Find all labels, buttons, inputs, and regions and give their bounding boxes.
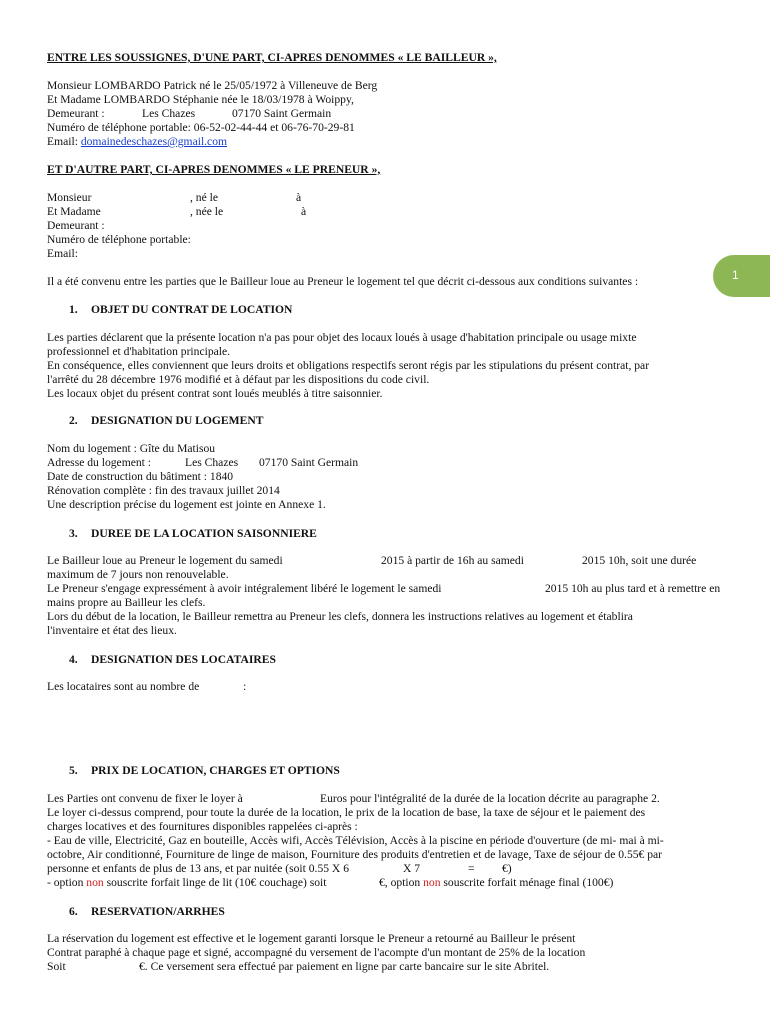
prix-line6a: personne et enfants de plus de 13 ans, et par nuitée (soit 0.55 X 6 (47, 862, 350, 875)
preneur-ne-le: , né le (190, 191, 219, 204)
duree-line3b: 2015 10h au plus tard et à remettre en (545, 582, 721, 595)
section-2-heading (69, 414, 263, 428)
duree-line4: mains propre au Bailleur les clefs. (47, 596, 206, 609)
page-number-badge (713, 255, 770, 297)
bailleur-heading: ENTRE LES SOUSSIGNES, D'UNE PART, CI-APRES DENOMMES « LE BAILLEUR », (47, 51, 497, 64)
reservation-line3a: Soit (47, 960, 66, 973)
section-4-heading (69, 653, 276, 667)
section-1-number: 1. (69, 303, 78, 316)
preneur-a-1: à (296, 191, 302, 204)
section-1-heading (69, 303, 292, 317)
prix-line6b: X 7 (403, 862, 421, 875)
preneur-phone: Numéro de téléphone portable: (47, 233, 191, 246)
bailleur-line2: Et Madame LOMBARDO Stéphanie née le 18/03/1978 à Woippy, (47, 93, 354, 106)
duree-line3a: Le Preneur s'engage expressément à avoir intégralement libéré le logement le samedi (47, 582, 442, 595)
prix-line5: octobre, Air conditionné, Fourniture de linge de maison, Fourniture des produits d'entretien et de lavage, Taxe de séjour de 0.55€ par (47, 848, 663, 861)
option-non-2: non (423, 876, 441, 889)
logement-name: Nom du logement : Gîte du Matisou (47, 442, 216, 455)
prix-line6d: €) (502, 862, 512, 875)
logement-address-label: Adresse du logement : (47, 456, 151, 469)
preneur-email: Email: (47, 247, 78, 260)
preneur-heading: ET D'AUTRE PART, CI-APRES DENOMMES « LE PRENEUR », (47, 163, 381, 176)
prix-line7-right (379, 876, 613, 890)
prix-line2: Le loyer ci-dessus comprend, pour toute la durée de la location, le prix de la location de base, la taxe de séjour et le paiement des (47, 806, 646, 819)
section-1-line: professionnel et d'habitation principale. (47, 345, 231, 358)
bailleur-address-label: Demeurant : (47, 107, 105, 120)
prix-line3: charges locatives et des fournitures disponibles rappelées ci-après : (47, 820, 358, 833)
duree-line1a: Le Bailleur loue au Preneur le logement du samedi (47, 554, 283, 567)
section-1-title: OBJET DU CONTRAT DE LOCATION (91, 303, 293, 316)
reservation-line1: La réservation du logement est effective et le logement garanti lorsque le Preneur a retourné au Bailleur le présent (47, 932, 576, 945)
preneur-madame: Et Madame (47, 205, 101, 218)
section-4-number: 4. (69, 653, 78, 666)
section-2-number: 2. (69, 414, 78, 427)
section-3-title: DUREE DE LA LOCATION SAISONNIERE (91, 527, 317, 540)
reservation-line2: Contrat paraphé à chaque page et signé, accompagné du versement de l'acompte d'un montant de 25% de la location (47, 946, 586, 959)
section-5-heading (69, 764, 340, 778)
bailleur-line1: Monsieur LOMBARDO Patrick né le 25/05/1972 à Villeneuve de Berg (47, 79, 378, 92)
logement-renovation: Rénovation complète : fin des travaux juillet 2014 (47, 484, 280, 497)
prix-line4: - Eau de ville, Electricité, Gaz en bouteille, Accès wifi, Accès Télévision, Accès à la piscine en période d'ouverture (de mi- mai à mi- (47, 834, 664, 847)
logement-built: Date de construction du bâtiment : 1840 (47, 470, 234, 483)
option-non-1: non (86, 876, 104, 889)
section-3-number: 3. (69, 527, 78, 540)
section-4-title: DESIGNATION DES LOCATAIRES (91, 653, 276, 666)
locataires-line-b: : (243, 680, 247, 693)
reservation-line3b: €. Ce versement sera effectué par paiement en ligne par carte bancaire sur le site Abritel. (139, 960, 550, 973)
locataires-line-a: Les locataires sont au nombre de (47, 680, 200, 693)
section-6-heading (69, 905, 225, 919)
section-5-number: 5. (69, 764, 78, 777)
bailleur-address-place: Les Chazes (142, 107, 196, 120)
option-menage-text: souscrite forfait ménage final (100€) (440, 876, 614, 889)
logement-address-place: Les Chazes (185, 456, 239, 469)
prix-line6c: = (468, 862, 475, 875)
section-2-title: DESIGNATION DU LOGEMENT (91, 414, 264, 427)
option-prefix-2: €, option (379, 876, 424, 889)
page-number: 1 (732, 268, 739, 282)
bailleur-email-row (47, 135, 227, 149)
bailleur-email-label: Email: (47, 135, 81, 148)
logement-description: Une description précise du logement est jointe en Annexe 1. (47, 498, 326, 511)
bailleur-phone: Numéro de téléphone portable: 06-52-02-44-44 et 06-76-70-29-81 (47, 121, 355, 134)
preneur-monsieur: Monsieur (47, 191, 92, 204)
bailleur-email-link[interactable]: domainedeschazes@gmail.com (80, 135, 228, 148)
duree-line5: Lors du début de la location, le Bailleur remettra au Preneur les clefs, donnera les instructions relatives au logement et établira (47, 610, 633, 623)
section-6-title: RESERVATION/ARRHES (91, 905, 225, 918)
preneur-a-2: à (301, 205, 307, 218)
section-5-title: PRIX DE LOCATION, CHARGES ET OPTIONS (91, 764, 340, 777)
duree-line6: l'inventaire et état des lieux. (47, 624, 177, 637)
section-1-body (47, 331, 747, 401)
prix-line1b: Euros pour l'intégralité de la durée de la location décrite au paragraphe 2. (320, 792, 660, 805)
section-1-line: En conséquence, elles conviennent que leurs droits et obligations respectifs seront régis par les stipulations du présent contrat, par (47, 359, 650, 372)
prix-line7-left (47, 876, 326, 890)
preneur-demeurant: Demeurant : (47, 219, 105, 232)
duree-line2: maximum de 7 jours non renouvelable. (47, 568, 229, 581)
duree-line1b: 2015 à partir de 16h au samedi (381, 554, 524, 567)
section-1-line: Les locaux objet du présent contrat sont loués meublés à titre saisonnier. (47, 387, 383, 400)
section-6-number: 6. (69, 905, 78, 918)
section-3-heading (69, 527, 317, 541)
duree-line1c: 2015 10h, soit une durée (582, 554, 697, 567)
section-1-line: l'arrêté du 28 décembre 1976 modifié et à défaut par les dispositions du code civil. (47, 373, 430, 386)
section-1-line: Les parties déclarent que la présente location n'a pas pour objet des locaux loués à usage d'habitation principale ou usage mixte (47, 331, 637, 344)
prix-line1a: Les Parties ont convenu de fixer le loyer à (47, 792, 243, 805)
preneur-nee-le: , née le (190, 205, 224, 218)
logement-address-city: 07170 Saint Germain (259, 456, 359, 469)
intro-text: Il a été convenu entre les parties que le Bailleur loue au Preneur le logement tel que décrit ci-dessous aux conditions suivantes : (47, 275, 639, 288)
option-linge-text: souscrite forfait linge de lit (10€ couchage) soit (103, 876, 327, 889)
option-prefix-1: - option (47, 876, 87, 889)
bailleur-address-city: 07170 Saint Germain (232, 107, 332, 120)
